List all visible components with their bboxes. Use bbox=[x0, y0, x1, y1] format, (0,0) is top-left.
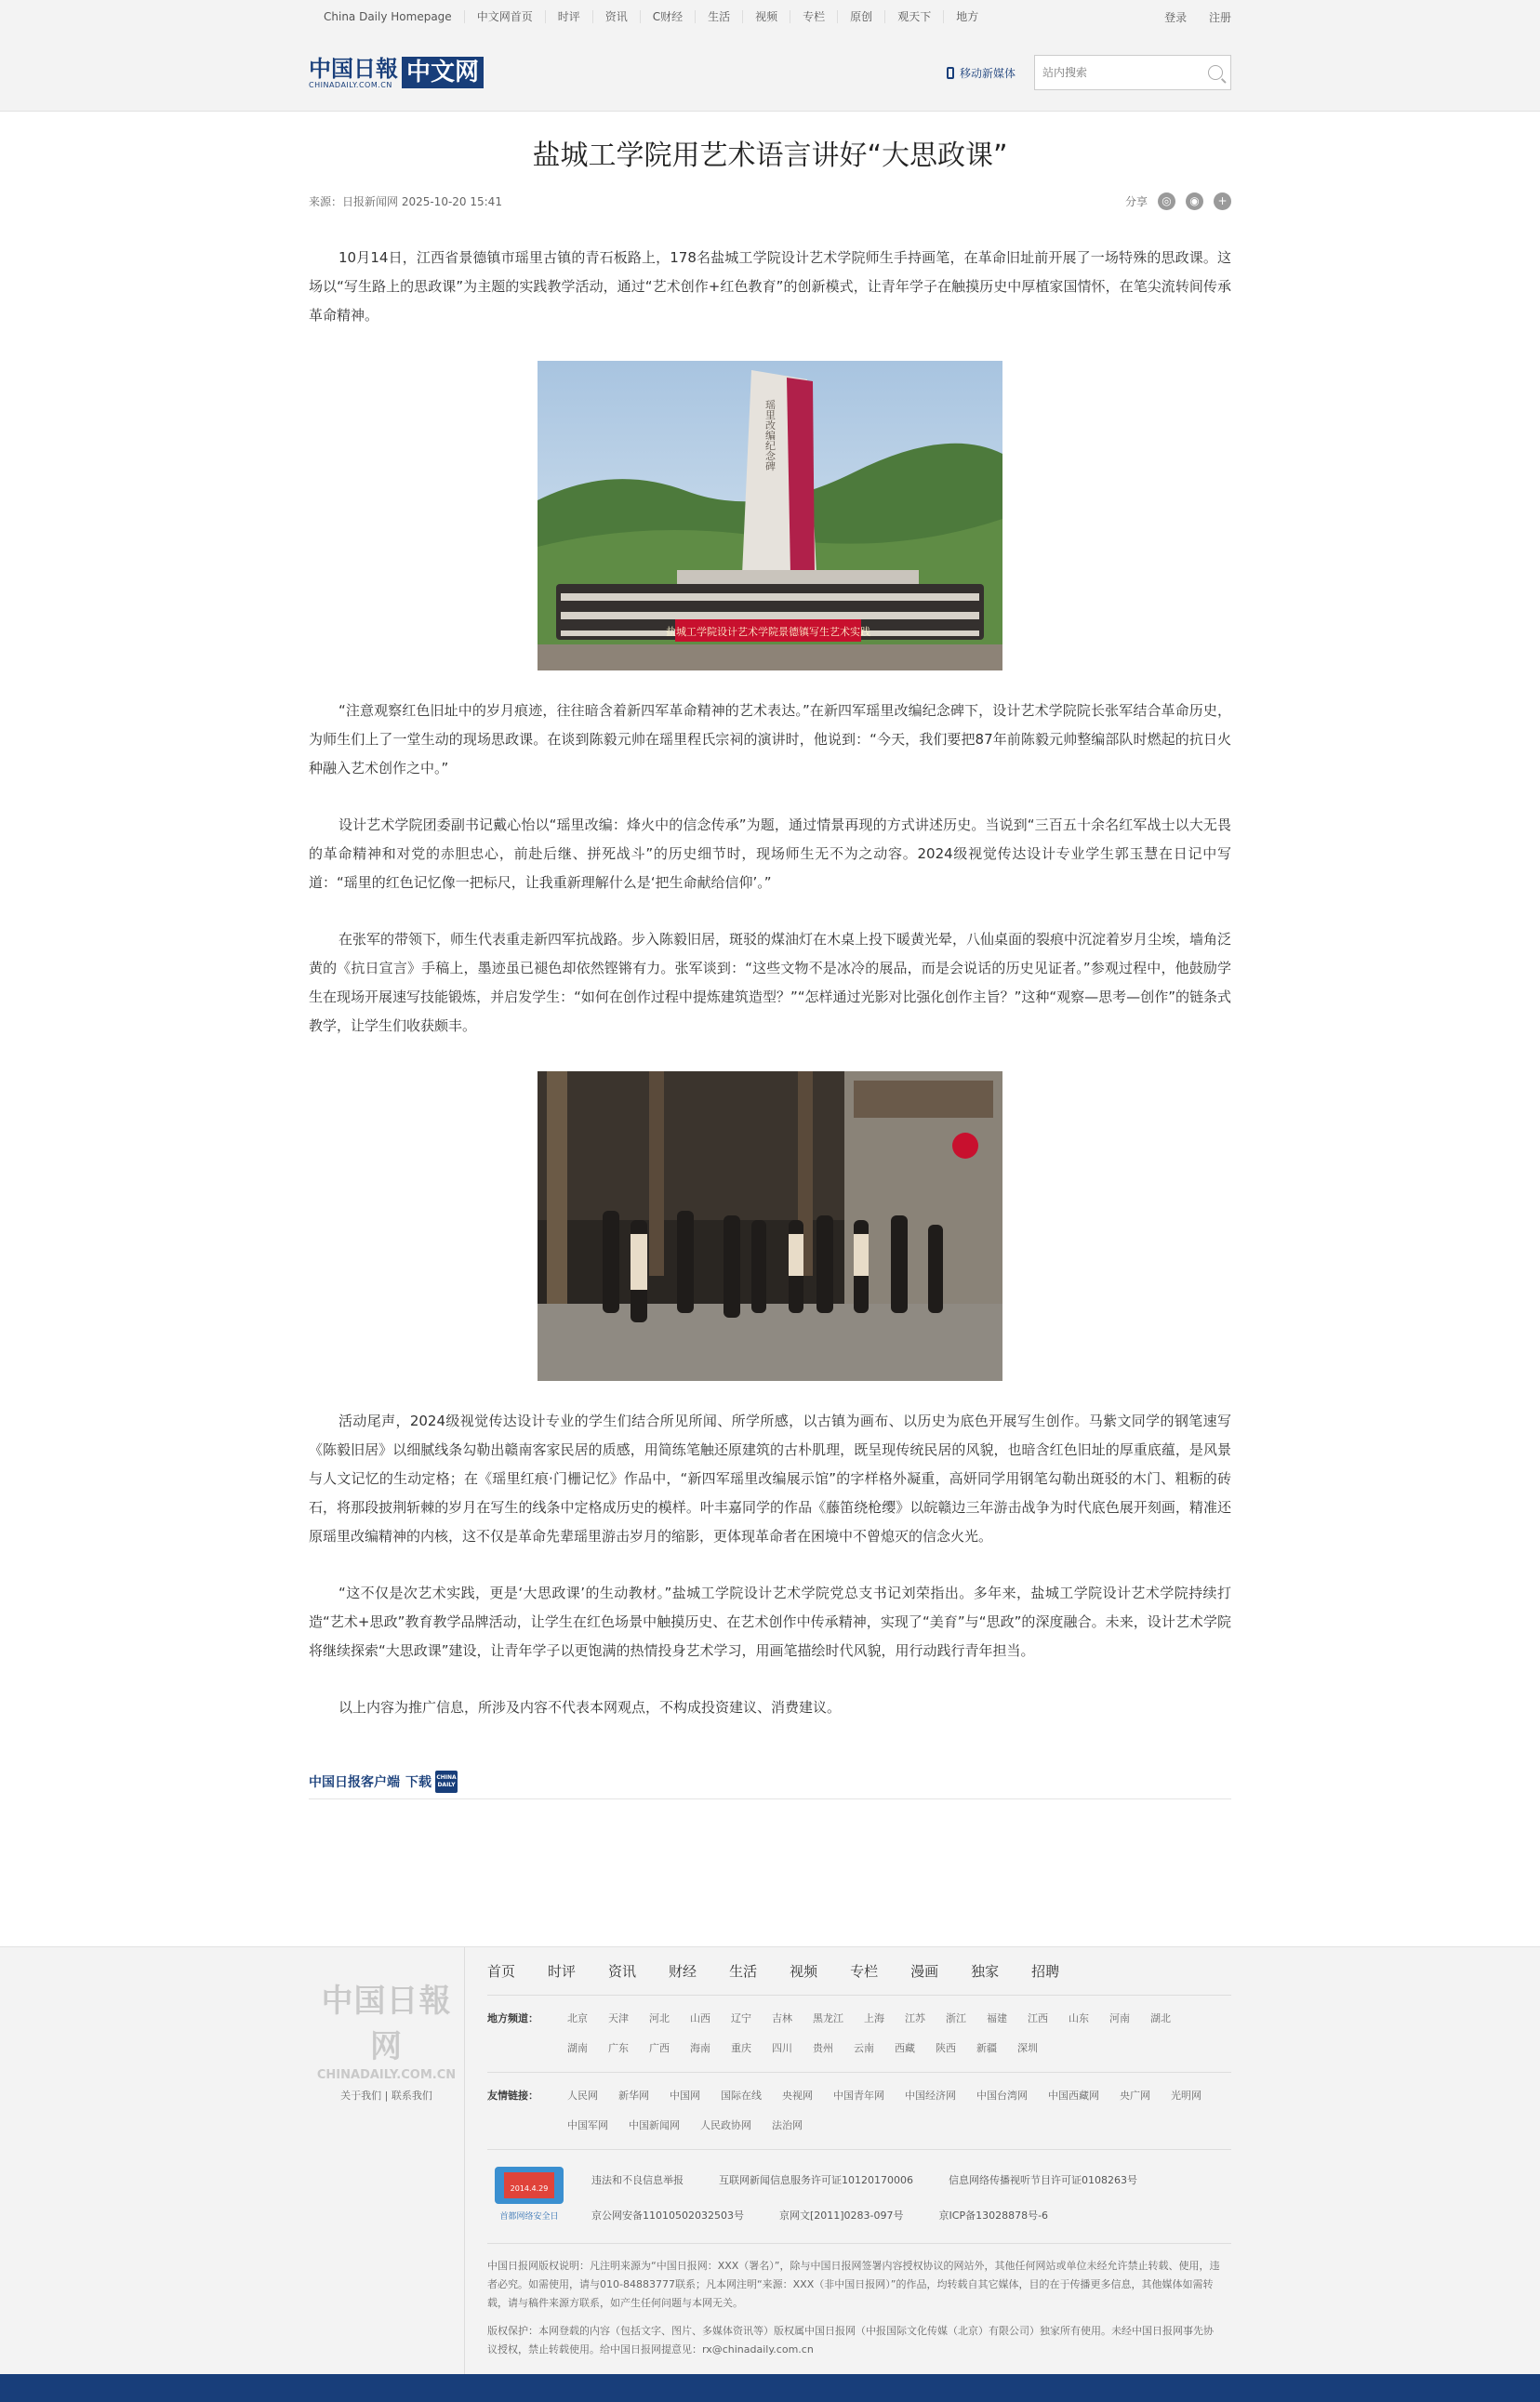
search-box bbox=[1034, 55, 1231, 90]
app-label: 中国日报客户端 bbox=[309, 1775, 400, 1790]
group-photo-banner-text: 盐城工学院设计艺术学院景德镇写生艺术实践 bbox=[666, 626, 870, 638]
register-link[interactable]: 注册 bbox=[1208, 10, 1231, 24]
residence-photo-image bbox=[538, 1071, 1002, 1381]
license-section bbox=[487, 2150, 1231, 2244]
top-bar bbox=[0, 0, 1540, 33]
site-logo[interactable] bbox=[309, 54, 484, 89]
friend-link[interactable]: 人民政协网 bbox=[700, 2119, 751, 2131]
regional-channel-link[interactable]: 福建 bbox=[987, 2012, 1007, 2024]
copyright-notes bbox=[487, 2244, 1231, 2359]
paragraph: 活动尾声，2024级视觉传达设计专业的学生们结合所见所闻、所学所感，以古镇为画布、以历史为底色开展写生创作。马紫文同学的钢笔速写《陈毅旧居》以细腻线条勾勒出赣南客家民居的质感，用简练笔触还原建筑的古朴肌理，既呈现传统民居的风貌，也暗含红色旧址的厚重底蕴，是风景与人文记忆的生动定格；在《瑶里红痕·门栅记忆》作品中，“新四军瑶里改编展示馆”的字样格外凝重，高妍同学用钢笔勾勒出斑驳的木门、粗粝的砖石，将那段披荆斩棘的岁月在写生的线条中定格成历史的模样。叶丰嘉同学的作品《藤笛绕枪缨》以皖赣边三年游击战争为时代底色展开刻画，精准还原瑶里改编精神的内核，这不仅是革命先辈瑶里游击岁月的缩影，更体现革命者在困境中不曾熄灭的信念火光。 bbox=[309, 1413, 1231, 1545]
logo-en: CHINADAILY.COM.CN bbox=[309, 80, 392, 89]
friend-link[interactable]: 中国青年网 bbox=[833, 2090, 884, 2102]
license-link[interactable]: 信息网络传播视听节目许可证0108263号 bbox=[948, 2174, 1137, 2186]
mobile-media-label: 移动新媒体 bbox=[959, 66, 1016, 80]
license-link[interactable]: 京公网安备11010502032503号 bbox=[591, 2210, 744, 2222]
friend-link[interactable]: 新华网 bbox=[618, 2090, 649, 2102]
about-separator: | bbox=[384, 2090, 389, 2102]
weibo-icon[interactable]: ◉ bbox=[1186, 192, 1203, 210]
footer-nav-item[interactable]: 生活 bbox=[729, 1963, 758, 1980]
regional-channel-link[interactable]: 广东 bbox=[608, 2042, 629, 2054]
paragraph: 以上内容为推广信息，所涉及内容不代表本网观点，不构成投资建议、消费建议。 bbox=[339, 1699, 842, 1716]
footer-logo-en: CHINADAILY.COM.CN bbox=[316, 2068, 457, 2082]
china-daily-app-icon: CHINA DAILY bbox=[435, 1771, 458, 1793]
top-nav-item[interactable]: 时评 bbox=[546, 10, 593, 23]
regional-channel-link[interactable]: 深圳 bbox=[1017, 2042, 1038, 2054]
top-nav-item[interactable]: 专栏 bbox=[790, 10, 838, 23]
regional-channel-link[interactable]: 山东 bbox=[1069, 2012, 1089, 2024]
search-input[interactable] bbox=[1042, 66, 1208, 79]
regional-channel-link[interactable]: 四川 bbox=[772, 2042, 792, 2054]
license-link[interactable]: 互联网新闻信息服务许可证10120170006 bbox=[719, 2174, 913, 2186]
article-body bbox=[309, 244, 1231, 1722]
friend-link[interactable]: 中国网 bbox=[670, 2090, 700, 2102]
regional-channel-link[interactable]: 湖北 bbox=[1150, 2012, 1171, 2024]
logo-cn: 中国日報 bbox=[309, 54, 398, 82]
regional-channel-link[interactable]: 重庆 bbox=[731, 2042, 751, 2054]
login-link[interactable]: 登录 bbox=[1164, 10, 1188, 24]
friend-link[interactable]: 国际在线 bbox=[721, 2090, 762, 2102]
regional-label: 地方频道： bbox=[487, 2012, 538, 2024]
footer-nav-item[interactable]: 财经 bbox=[669, 1963, 697, 1980]
regional-channel-link[interactable]: 河北 bbox=[649, 2012, 670, 2024]
top-nav-item[interactable]: 中文网首页 bbox=[465, 10, 546, 23]
paragraph: 在张军的带领下，师生代表重走新四军抗战路。步入陈毅旧居，斑驳的煤油灯在木桌上投下暖黄光晕，八仙桌面的裂痕中沉淀着岁月尘埃，墙角泛黄的《抗日宣言》手稿上，墨迹虽已褪色却依然铿锵有力。张军谈到：“这些文物不是冰冷的展品，而是会说话的历史见证者。”参观过程中，他鼓励学生在现场开展速写技能锻炼，并启发学生：“如何在创作过程中提炼建筑造型？”“怎样通过光影对比强化创作主旨？”这种“观察—思考—创作”的链条式教学，让学生们收获颇丰。 bbox=[309, 931, 1232, 1034]
top-nav-item[interactable]: 生活 bbox=[696, 10, 743, 23]
regional-channel-link[interactable]: 新疆 bbox=[976, 2042, 997, 2054]
friend-link[interactable]: 央视网 bbox=[782, 2090, 813, 2102]
friend-link[interactable]: 法治网 bbox=[772, 2119, 803, 2131]
top-nav-item[interactable]: 观天下 bbox=[885, 10, 944, 23]
top-nav-item[interactable]: C财经 bbox=[641, 10, 696, 23]
regional-channel-link[interactable]: 广西 bbox=[649, 2042, 670, 2054]
regional-channel-link[interactable]: 吉林 bbox=[772, 2012, 792, 2024]
phone-icon bbox=[947, 67, 954, 79]
regional-channels bbox=[487, 1996, 1231, 2073]
logo-box: 中文网 bbox=[402, 57, 484, 88]
regional-channel-link[interactable]: 陕西 bbox=[936, 2042, 956, 2054]
top-nav-item[interactable]: 视频 bbox=[743, 10, 790, 23]
license-link[interactable]: 违法和不良信息举报 bbox=[591, 2174, 684, 2186]
regional-channel-link[interactable]: 上海 bbox=[864, 2012, 884, 2024]
bottom-band bbox=[0, 2374, 1540, 2402]
license-link[interactable]: 京ICP备13028878号-6 bbox=[938, 2210, 1049, 2222]
footer-logo: 中国日報网 bbox=[321, 1983, 452, 2065]
badge-text: 首都网络安全日 bbox=[499, 2212, 559, 2222]
top-nav-item[interactable]: China Daily Homepage bbox=[309, 10, 465, 23]
contact-link[interactable]: 联系我们 bbox=[391, 2090, 432, 2102]
copyright-protection: 版权保护：本网登载的内容（包括文字、图片、多媒体资讯等）版权属中国日报网（中报国际文化传媒（北京）有限公司）独家所有使用。未经中国日报网事先协议授权，禁止转载使用。给中国日报网提意见：rx@chinadaily.com.cn bbox=[487, 2325, 1214, 2356]
friend-link[interactable]: 央广网 bbox=[1120, 2090, 1150, 2102]
app-download-bar[interactable] bbox=[309, 1771, 1231, 1799]
regional-channel-link[interactable]: 江苏 bbox=[905, 2012, 925, 2024]
article-title: 盐城工学院用艺术语言讲好“大思政课” bbox=[532, 139, 1008, 172]
friend-link[interactable]: 人民网 bbox=[567, 2090, 598, 2102]
links-label: 友情链接： bbox=[487, 2090, 538, 2102]
site-footer bbox=[0, 1946, 1540, 2374]
top-nav-item[interactable]: 资讯 bbox=[593, 10, 641, 23]
regional-channel-link[interactable]: 江西 bbox=[1028, 2012, 1048, 2024]
regional-channel-link[interactable]: 云南 bbox=[854, 2042, 874, 2054]
about-link[interactable]: 关于我们 bbox=[340, 2090, 382, 2102]
footer-nav-item[interactable]: 招聘 bbox=[1031, 1963, 1060, 1980]
badge-date: 2014.4.29 bbox=[510, 2184, 549, 2193]
regional-channel-link[interactable]: 黑龙江 bbox=[813, 2012, 843, 2024]
footer-nav-item[interactable]: 资讯 bbox=[608, 1963, 637, 1980]
paragraph: 设计艺术学院团委副书记戴心怡以“瑶里改编：烽火中的信念传承”为题，通过情景再现的方式讲述历史。当说到“三百五十余名红军战士以大无畏的革命精神和对党的赤胆忠心，前赴后继、拼死战斗”的历史细节时，现场师生无不为之动容。2024级视觉传达设计专业学生郭玉慧在日记中写道：“瑶里的红色记忆像一把标尺，让我重新理解什么是‘把生命献给信仰’。” bbox=[309, 816, 1231, 891]
paragraph: “这不仅是次艺术实践，更是‘大思政课’的生动教材。”盐城工学院设计艺术学院党总支书记刘荣指出。多年来，盐城工学院设计艺术学院持续打造“艺术+思政”教育教学品牌活动，让学生在红色场景中触摸历史、在艺术创作中传承精神，实现了“美育”与“思政”的深度融合。未来，设计艺术学院将继续探索“大思政课”建设，让青年学子以更饱满的热情投身艺术学习，用画笔描绘时代风貌，用行动践行青年担当。 bbox=[309, 1585, 1231, 1659]
article-source: 来源：日报新闻网 2025-10-20 15:41 bbox=[309, 194, 502, 208]
wechat-icon[interactable]: ◎ bbox=[1158, 192, 1175, 210]
photo-group-monument bbox=[538, 361, 1002, 670]
footer-nav-item[interactable]: 视频 bbox=[790, 1963, 818, 1980]
friend-link[interactable]: 光明网 bbox=[1171, 2090, 1201, 2102]
mobile-media-link[interactable] bbox=[947, 65, 1016, 81]
paragraph: 10月14日，江西省景德镇市瑶里古镇的青石板路上，178名盐城工学院设计艺术学院师生手持画笔，在革命旧址前开展了一场特殊的思政课。这场以“写生路上的思政课”为主题的实践教学活动，通过“艺术创作+红色教育”的创新模式，让青年学子在触摸历史中厚植家国情怀，在笔尖流转间传承革命精神。 bbox=[309, 249, 1231, 324]
share-label: 分享 bbox=[1124, 194, 1148, 208]
footer-nav-item[interactable]: 专栏 bbox=[850, 1963, 879, 1980]
search-icon[interactable] bbox=[1208, 65, 1223, 80]
regional-channel-link[interactable]: 北京 bbox=[567, 2012, 588, 2024]
group-photo-image bbox=[538, 361, 1002, 670]
friend-link[interactable]: 中国新闻网 bbox=[629, 2119, 680, 2131]
site-header bbox=[0, 33, 1540, 112]
regional-channel-link[interactable]: 天津 bbox=[608, 2012, 629, 2024]
security-day-badge[interactable] bbox=[487, 2163, 571, 2230]
regional-channel-link[interactable]: 浙江 bbox=[946, 2012, 966, 2024]
regional-channel-link[interactable]: 辽宁 bbox=[731, 2012, 751, 2024]
share-bar bbox=[1125, 192, 1231, 210]
friend-link[interactable]: 中国军网 bbox=[567, 2119, 608, 2131]
regional-channel-link[interactable]: 西藏 bbox=[895, 2042, 915, 2054]
top-nav bbox=[309, 10, 990, 23]
paragraph: “注意观察红色旧址中的岁月痕迹，往往暗含着新四军革命精神的艺术表达。”在新四军瑶里改编纪念碑下，设计艺术学院院长张军结合革命历史，为师生们上了一堂生动的现场思政课。在谈到陈毅元帅在瑶里程氏宗祠的演讲时，他说到：“今天，我们要把87年前陈毅元帅整编部队时燃起的抗日火种融入艺术创作之中。” bbox=[309, 702, 1231, 776]
regional-channel-link[interactable]: 贵州 bbox=[813, 2042, 833, 2054]
article bbox=[309, 138, 1231, 1799]
footer-nav-item[interactable]: 首页 bbox=[487, 1963, 516, 1980]
copyright-notice: 中国日报网版权说明：凡注明来源为“中国日报网：XXX（署名）”，除与中国日报网签署内容授权协议的网站外，其他任何网站或单位未经允许禁止转载、使用，违者必究。如需使用，请与010-84883777联系；凡本网注明“来源：XXX（非中国日报网）”的作品，均转载自其它媒体，目的在于传播更多信息，其他媒体如需转载，请与稿件来源方联系，如产生任何问题与本网无关。 bbox=[487, 2260, 1220, 2309]
footer-nav-item[interactable]: 漫画 bbox=[910, 1963, 939, 1980]
footer-nav-item[interactable]: 独家 bbox=[971, 1963, 1000, 1980]
friend-link[interactable]: 中国西藏网 bbox=[1048, 2090, 1099, 2102]
regional-channel-link[interactable]: 湖南 bbox=[567, 2042, 588, 2054]
footer-nav bbox=[487, 1947, 1231, 1996]
top-nav-item[interactable]: 原创 bbox=[838, 10, 885, 23]
regional-channel-link[interactable]: 河南 bbox=[1109, 2012, 1130, 2024]
plus-icon[interactable]: + bbox=[1214, 192, 1231, 210]
article-meta bbox=[309, 192, 1231, 210]
regional-channel-link[interactable]: 海南 bbox=[690, 2042, 710, 2054]
friend-link[interactable]: 中国经济网 bbox=[905, 2090, 956, 2102]
footer-nav-item[interactable]: 时评 bbox=[548, 1963, 577, 1980]
license-link[interactable]: 京网文[2011]0283-097号 bbox=[778, 2210, 904, 2222]
regional-channel-link[interactable]: 山西 bbox=[690, 2012, 710, 2024]
top-nav-item[interactable]: 地方 bbox=[956, 10, 979, 23]
app-download-link[interactable]: 下载 bbox=[405, 1775, 431, 1790]
photo-old-residence bbox=[538, 1071, 1002, 1381]
friend-link[interactable]: 中国台湾网 bbox=[976, 2090, 1028, 2102]
monument-inscription: 瑶里改编纪念碑 bbox=[763, 399, 777, 471]
friend-links bbox=[487, 2073, 1231, 2150]
